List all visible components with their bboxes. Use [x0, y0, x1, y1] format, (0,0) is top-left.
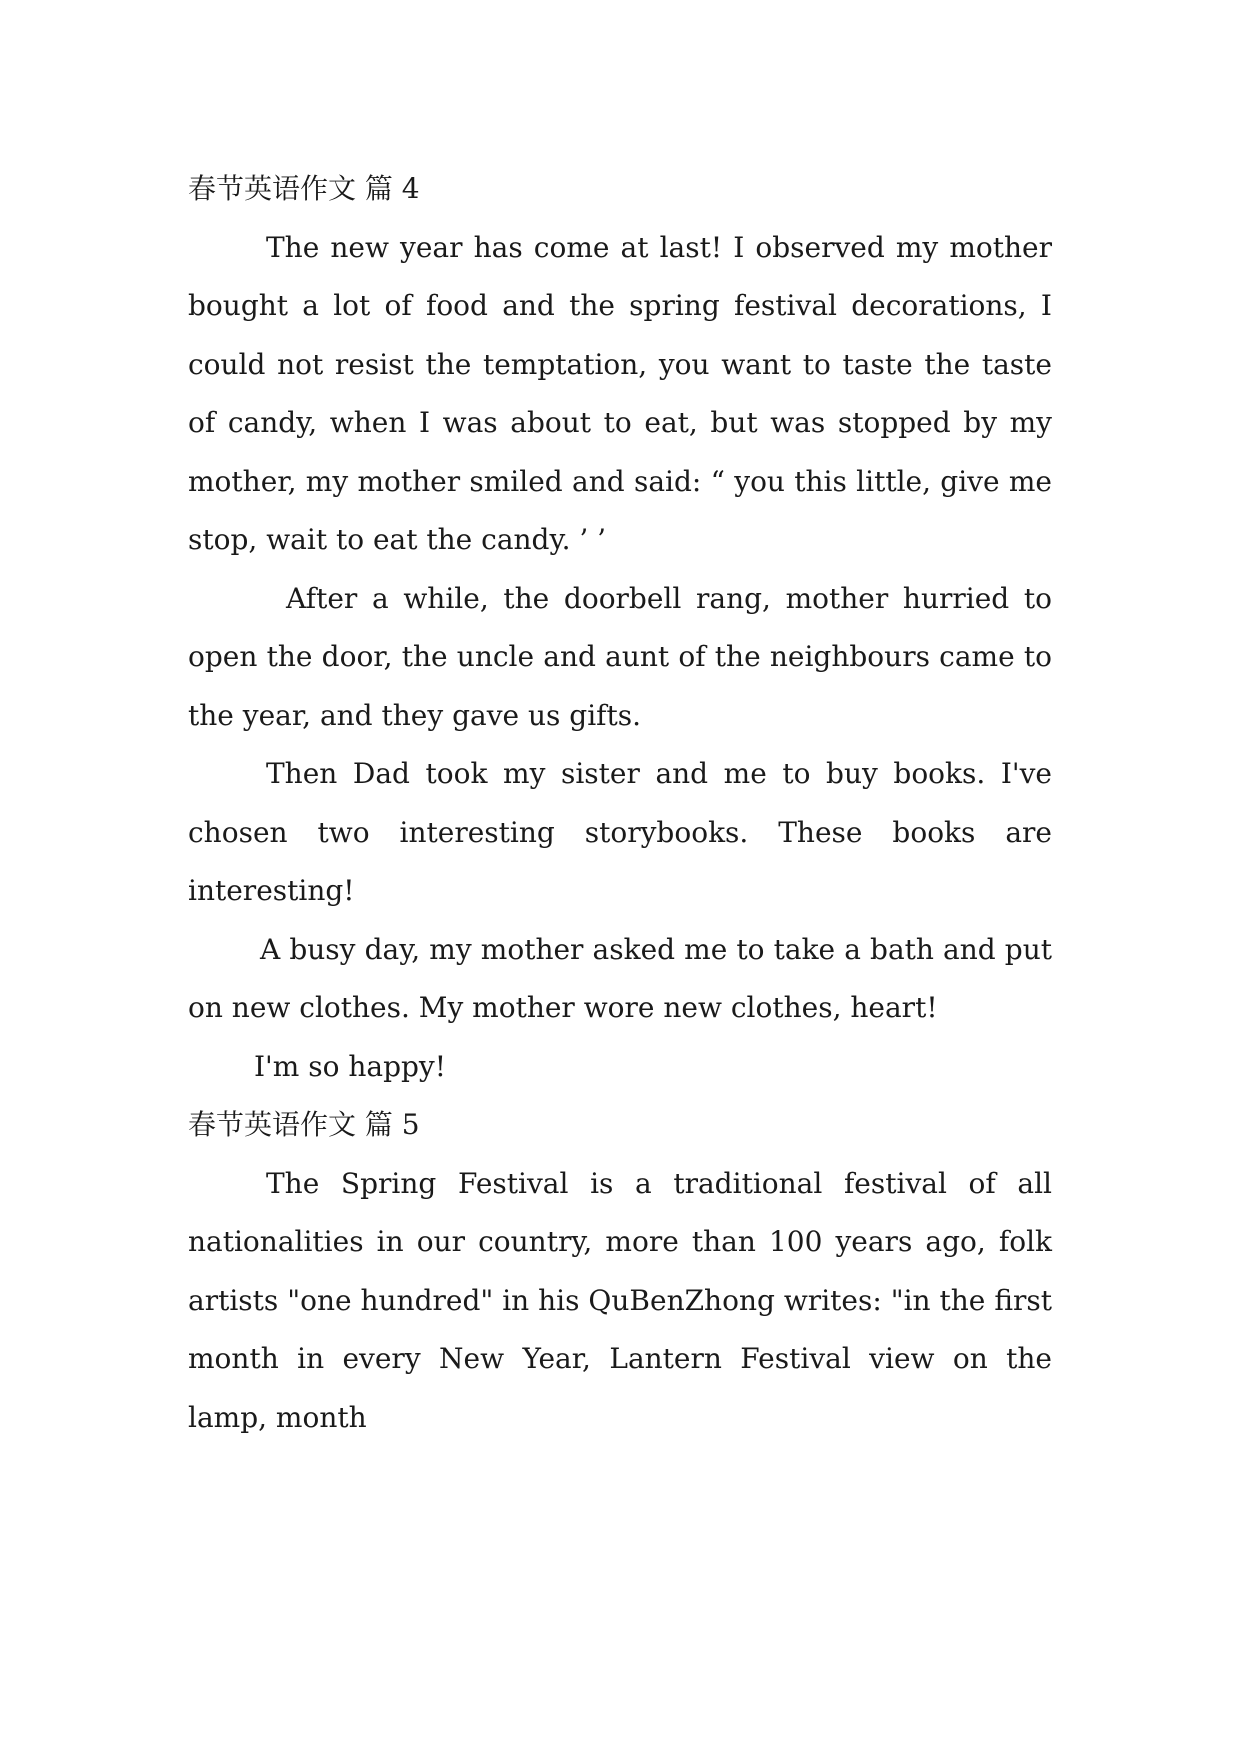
- paragraph: I'm so happy!: [254, 1049, 446, 1083]
- paragraph: The Spring Festival is a traditional festival of all nationalities in our country, more than 100 years ago, folk artists "one hundred" in his QuBenZhong writes: "in the first month in every New Year, Lantern Festival view on the lamp, month: [188, 1166, 1052, 1434]
- section-heading-4: 春节英语作文 篇 4: [188, 172, 420, 205]
- document-body: [188, 160, 1052, 1447]
- paragraph: The new year has come at last! I observed my mother bought a lot of food and the spring festival decorations, I could not resist the temptation, you want to taste the taste of candy, when I was about to eat, but was stopped by my mother, my mother smiled and said: “ you this little, give me stop, wait to eat the candy. ’ ’: [188, 230, 1052, 556]
- section-heading-5: 春节英语作文 篇 5: [188, 1108, 420, 1141]
- paragraph: After a while, the doorbell rang, mother hurried to open the door, the uncle and aunt of the neighbours came to the year, and they gave us gifts.: [188, 581, 1052, 732]
- paragraph: Then Dad took my sister and me to buy books. I've chosen two interesting storybooks. These books are interesting!: [188, 757, 1052, 907]
- paragraph: A busy day, my mother asked me to take a bath and put on new clothes. My mother wore new clothes, heart!: [188, 932, 1052, 1024]
